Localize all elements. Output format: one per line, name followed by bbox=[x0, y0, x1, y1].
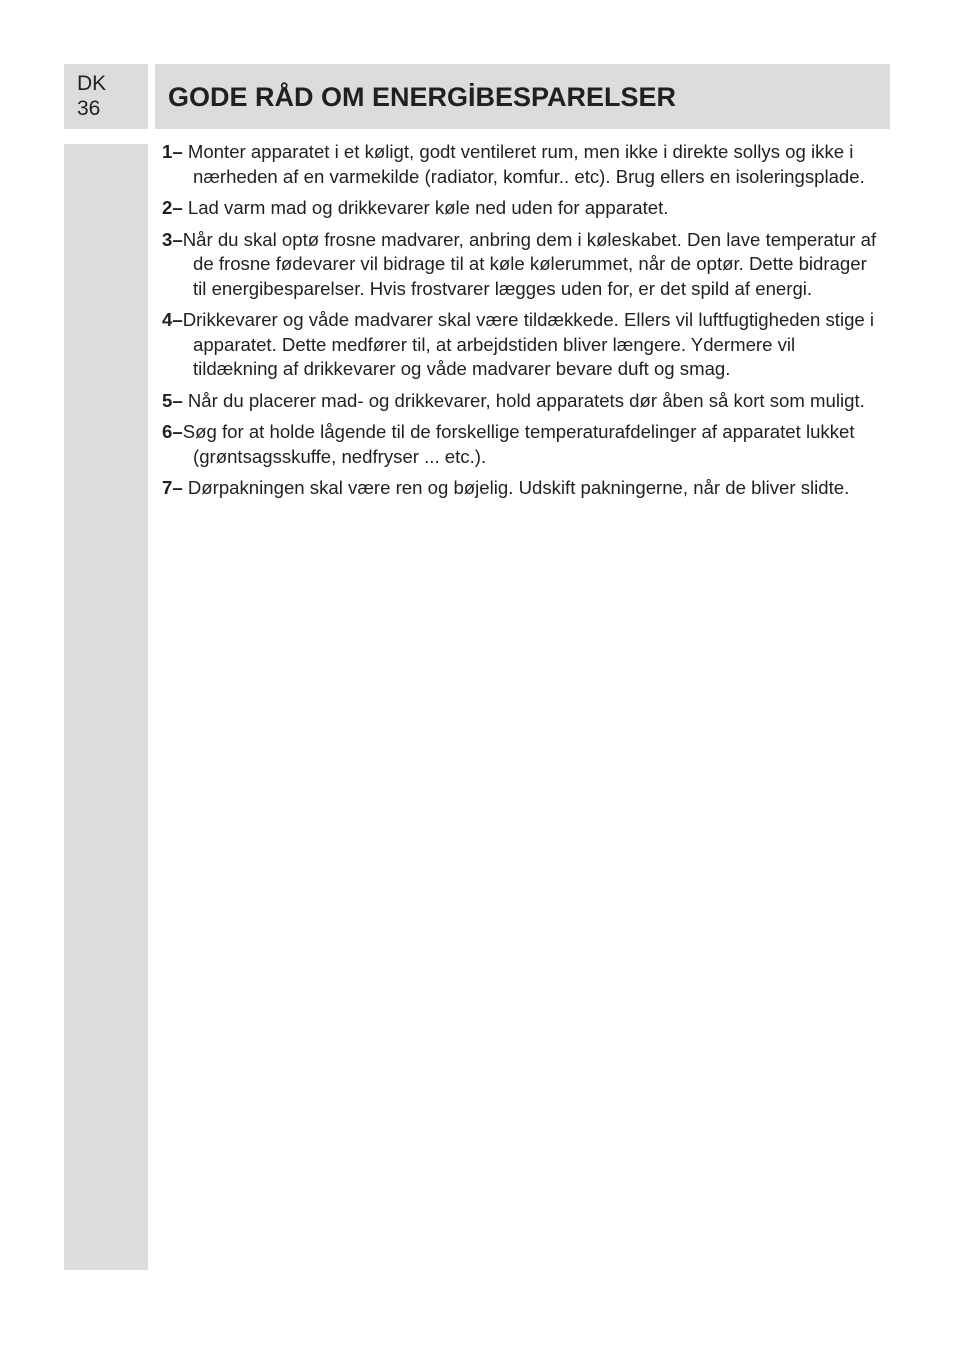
tip-item-5 bbox=[162, 389, 878, 414]
tip-number: 7– bbox=[162, 477, 183, 498]
tip-text: Dørpakningen skal være ren og bøjelig. Udskift pakningerne, når de bliver slidte. bbox=[182, 477, 850, 498]
tip-text: Lad varm mad og drikkevarer køle ned uden for apparatet. bbox=[182, 197, 669, 218]
tip-item-3 bbox=[162, 228, 878, 302]
tip-number: 1– bbox=[162, 141, 183, 162]
tip-item-6 bbox=[162, 420, 878, 469]
tip-item-2 bbox=[162, 196, 878, 221]
tip-text: Monter apparatet i et køligt, godt ventileret rum, men ikke i direkte sollys og ikke i nærheden af en varmekilde (radiator, komfur.. etc). Brug ellers en isoleringsplade. bbox=[182, 141, 865, 187]
tip-item-4 bbox=[162, 308, 878, 382]
section-title: GODE RÅD OM ENERGİBESPARELSER bbox=[168, 82, 677, 112]
tip-number: 4– bbox=[162, 309, 183, 330]
page-marker bbox=[64, 64, 148, 129]
tip-number: 6– bbox=[162, 421, 183, 442]
tip-text: Søg for at holde lågende til de forskellige temperaturafdelinger af apparatet lukket (grøntsagsskuffe, nedfryser ... etc.). bbox=[182, 421, 855, 467]
tip-text: Drikkevarer og våde madvarer skal være tildækkede. Ellers vil luftfugtigheden stige i apparatet. Dette medfører til, at arbejdstiden bliver længere. Ydermere vil tildækning af drikkevarer og våde madvarer bevare duft og smag. bbox=[182, 309, 875, 379]
tip-text: Når du skal optø frosne madvarer, anbring dem i køleskabet. Den lave temperatur af de frosne fødevarer vil bidrage til at køle kølerummet, når de optør. Dette bidrager til energibesparelser. Hvis frostvarer lægges uden for, er det spild af energi. bbox=[182, 228, 877, 299]
tip-number: 5– bbox=[162, 389, 183, 411]
tip-number: 3– bbox=[162, 228, 183, 250]
language-code: DK bbox=[77, 72, 107, 95]
tip-number: 2– bbox=[162, 197, 183, 218]
tip-item-7 bbox=[162, 476, 878, 501]
page-number: 36 bbox=[77, 97, 101, 120]
tip-text: Når du placerer mad- og drikkevarer, hold apparatets dør åben så kort som muligt. bbox=[182, 389, 865, 411]
tips-list bbox=[162, 140, 878, 508]
tip-item-1 bbox=[162, 140, 878, 189]
side-margin-bar bbox=[64, 144, 148, 1270]
section-header bbox=[155, 64, 890, 129]
